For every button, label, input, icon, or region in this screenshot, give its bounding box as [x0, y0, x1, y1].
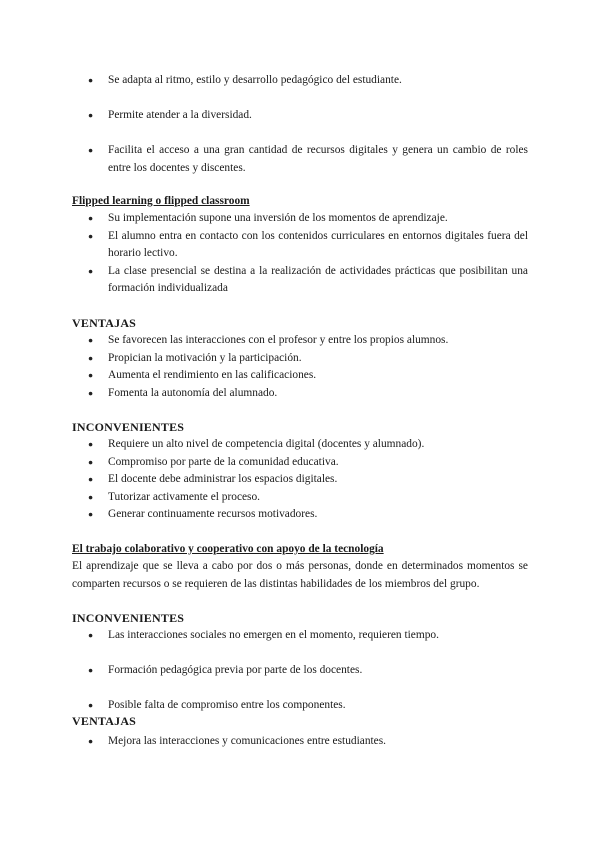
list-item: ● Fomenta la autonomía del alumnado.: [108, 385, 528, 403]
list-item: ● Facilita el acceso a una gran cantidad de recursos digitales y genera un cambio de roles entre los docentes y discentes.: [108, 142, 528, 177]
inconvenientes-heading: INCONVENIENTES: [72, 420, 185, 434]
section-heading-colaborativo: El trabajo colaborativo y cooperativo con apoyo de la tecnología: [72, 543, 384, 555]
intro-list: [0, 72, 600, 90]
list-item: ● El alumno entra en contacto con los contenidos curriculares en entornos digitales fuera del horario lectivo.: [108, 228, 528, 263]
list-item: ● Se adapta al ritmo, estilo y desarrollo pedagógico del estudiante.: [108, 72, 528, 90]
list-item: ● La clase presencial se destina a la realización de actividades prácticas que posibilitan una formación individualizada: [108, 263, 528, 298]
list-item: ● Requiere un alto nivel de competencia digital (docentes y alumnado).: [108, 436, 528, 454]
list-item: ● El docente debe administrar los espacios digitales.: [108, 471, 528, 489]
section-heading-flipped: Flipped learning o flipped classroom: [72, 195, 250, 207]
ventajas-heading: VENTAJAS: [72, 316, 137, 330]
list-item: ● Propician la motivación y la participación.: [108, 350, 528, 368]
list-item: ● Se favorecen las interacciones con el profesor y entre los propios alumnos.: [108, 332, 528, 350]
list-item: ● Formación pedagógica previa por parte de los docentes.: [108, 662, 528, 680]
section-paragraph: El aprendizaje que se lleva a cabo por dos o más personas, donde en determinados momentos se comparten recursos o se requieren de las distintas habilidades de los miembros del grupo.: [72, 560, 528, 590]
inconvenientes-list: [0, 436, 600, 524]
list-item: ● Las interacciones sociales no emergen en el momento, requieren tiempo.: [108, 627, 528, 645]
flipped-list: [0, 210, 600, 298]
list-item: ● Tutorizar activamente el proceso.: [108, 489, 528, 507]
ventajas-list: [0, 332, 600, 402]
list-item: ● Su implementación supone una inversión de los momentos de aprendizaje.: [108, 210, 528, 228]
list-item: ● Posible falta de compromiso entre los componentes.: [108, 697, 528, 715]
ventajas-heading-2: VENTAJAS: [72, 714, 137, 728]
inconvenientes-heading-2: INCONVENIENTES: [72, 611, 185, 625]
list-item: ● Permite atender a la diversidad.: [108, 107, 528, 125]
list-item: ● Mejora las interacciones y comunicaciones entre estudiantes.: [108, 733, 528, 751]
list-item: ● Compromiso por parte de la comunidad educativa.: [108, 454, 528, 472]
list-item: ● Generar continuamente recursos motivadores.: [108, 506, 528, 524]
list-item: ● Aumenta el rendimiento en las calificaciones.: [108, 367, 528, 385]
